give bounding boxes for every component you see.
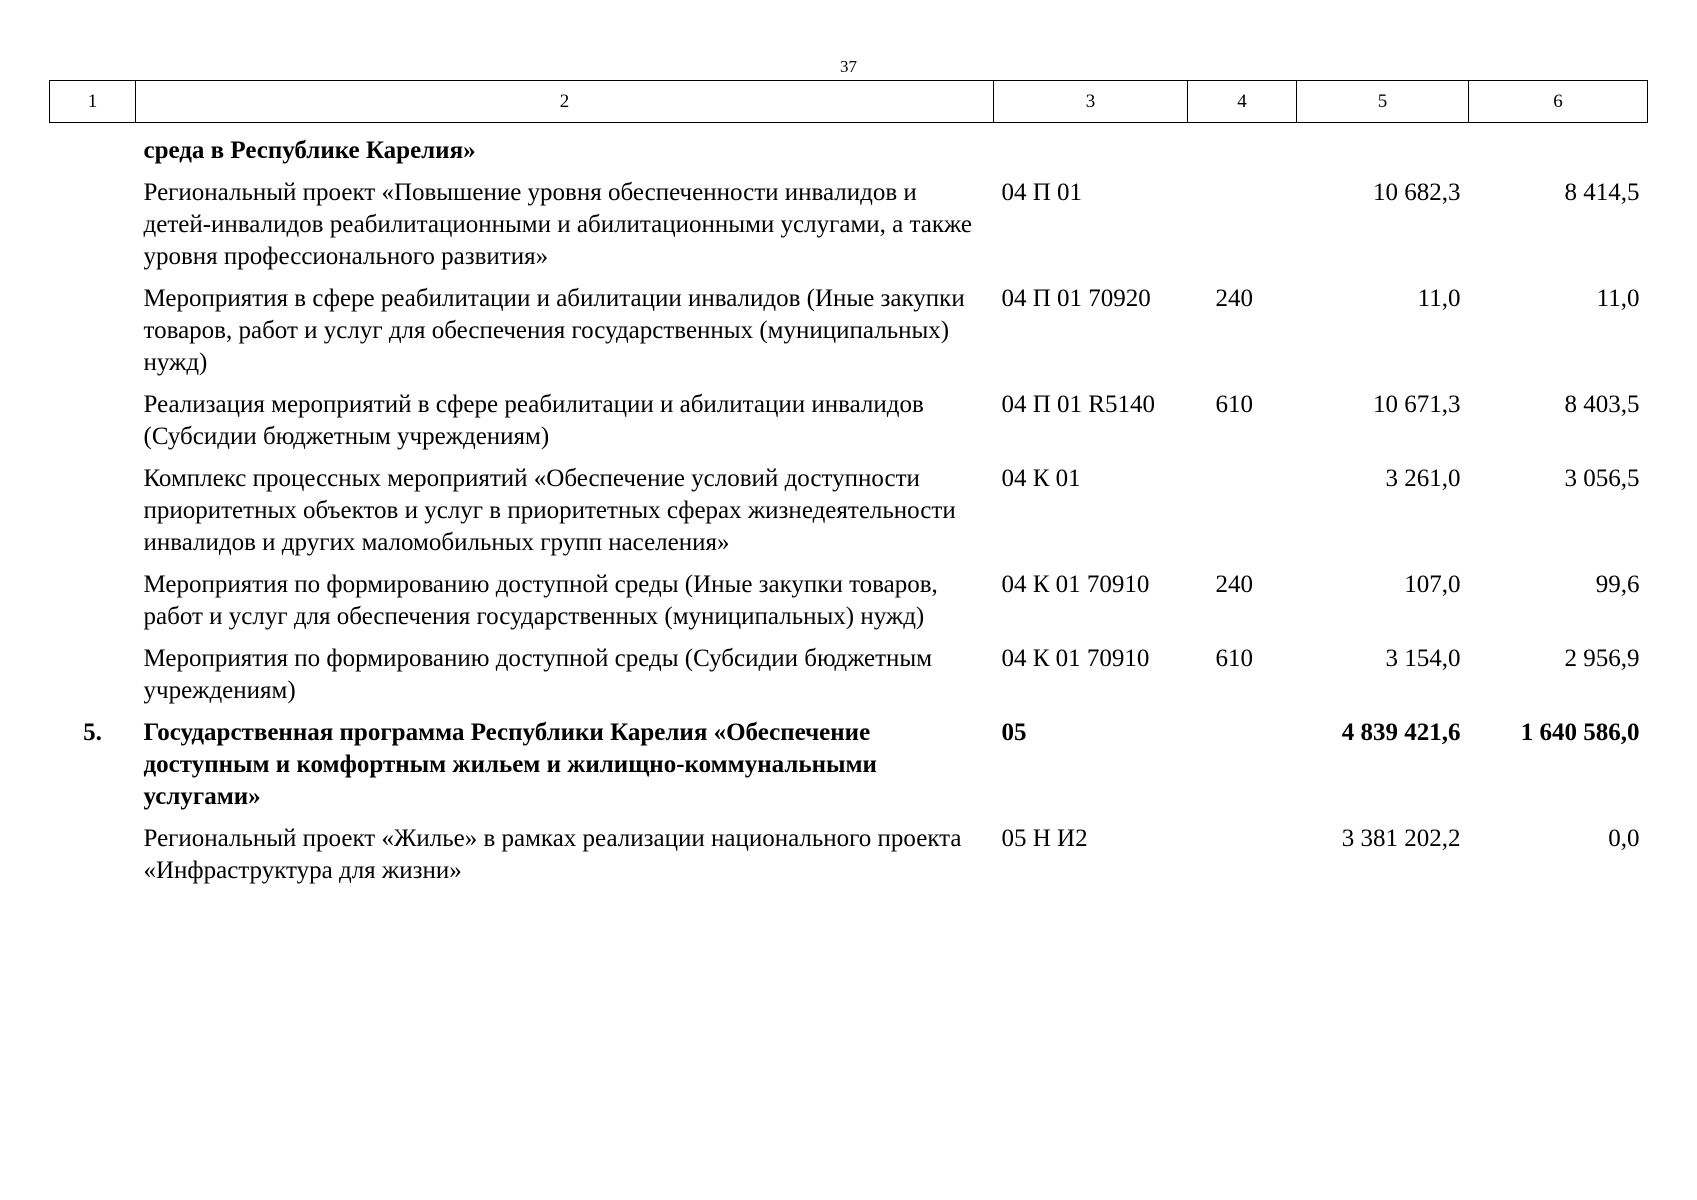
amount-column-6: 8 414,5 [1564,179,1640,206]
row-description: Реализация мероприятий в сфере реабилитации и абилитации инвалидов (Субсидии бюджетным учреждениям) [143,391,924,450]
amount-column-5: 107,0 [1404,571,1461,598]
column-header: 6 [1469,81,1648,123]
table-row [50,273,1648,379]
budget-classification-code: 05 [1001,719,1027,746]
table-row [50,707,1648,813]
table-row [50,813,1648,887]
budget-classification-code: 04 К 01 [1001,465,1081,492]
expense-type-code [1188,453,1297,559]
budget-classification-code: 04 П 01 70920 [1001,285,1151,312]
amount-column-5: 3 261,0 [1385,465,1461,492]
expense-type-code [1188,707,1297,813]
amount-column-6: 3 056,5 [1564,465,1640,492]
amount-column-5 [1297,123,1469,168]
row-description: Мероприятия по формированию доступной среды (Субсидии бюджетным учреждениям) [143,645,933,704]
expense-type-code: 610 [1215,391,1253,418]
table-body [50,123,1648,888]
amount-column-6: 8 403,5 [1564,391,1640,418]
amount-column-5: 4 839 421,6 [1341,719,1461,746]
table-row [50,633,1648,707]
amount-column-6: 1 640 586,0 [1520,719,1640,746]
row-number [50,273,136,379]
row-number [50,167,136,273]
row-description: среда в Республике Карелия» [143,137,476,164]
budget-classification-code [994,123,1188,168]
table-row [50,123,1648,168]
amount-column-6 [1469,123,1648,168]
amount-column-6: 99,6 [1595,571,1640,598]
row-number [50,813,136,887]
table-row [50,167,1648,273]
row-number [50,379,136,453]
amount-column-5: 10 671,3 [1373,391,1461,418]
amount-column-6: 11,0 [1596,285,1640,312]
row-number [50,559,136,633]
amount-column-5: 3 381 202,2 [1341,825,1461,852]
row-description: Государственная программа Республики Карелия «Обеспечение доступным и комфортным жильем и жилищно-коммунальными услугами» [143,719,877,810]
table-row [50,379,1648,453]
table-row [50,559,1648,633]
column-header: 3 [994,81,1188,123]
row-number: 5. [83,719,102,746]
expense-type-code: 240 [1215,285,1253,312]
budget-classification-code: 05 Н И2 [1001,825,1088,852]
budget-classification-code: 04 К 01 70910 [1001,571,1150,598]
expense-type-code: 610 [1215,645,1253,672]
row-description: Мероприятия по формированию доступной среды (Иные закупки товаров, работ и услуг для обеспечения государственных (муниципальных) нужд) [143,571,938,630]
row-number [50,453,136,559]
column-header: 4 [1188,81,1297,123]
amount-column-5: 10 682,3 [1373,179,1461,206]
budget-table [49,80,1648,887]
column-header: 2 [136,81,994,123]
column-header: 5 [1297,81,1469,123]
row-number [50,633,136,707]
row-number [50,123,136,168]
table-row [50,453,1648,559]
row-description: Региональный проект «Повышение уровня обеспеченности инвалидов и детей-инвалидов реабилитационными и абилитационными услугами, а также уровня профессионального развития» [143,179,973,270]
amount-column-5: 3 154,0 [1385,645,1461,672]
column-header: 1 [50,81,136,123]
page-number: 37 [840,57,857,76]
amount-column-6: 2 956,9 [1564,645,1640,672]
row-description: Мероприятия в сфере реабилитации и абилитации инвалидов (Иные закупки товаров, работ и услуг для обеспечения государственных (муниципальных) нужд) [143,285,965,376]
amount-column-6: 0,0 [1608,825,1640,852]
expense-type-code [1188,123,1297,168]
expense-type-code: 240 [1215,571,1253,598]
row-description: Региональный проект «Жилье» в рамках реализации национального проекта «Инфраструктура для жизни» [143,825,962,884]
budget-classification-code: 04 П 01 R5140 [1001,391,1155,418]
row-description: Комплекс процессных мероприятий «Обеспечение условий доступности приоритетных объектов и услуг в приоритетных сферах жизнедеятельности инвалидов и других маломобильных групп населения» [143,465,956,556]
amount-column-5: 11,0 [1417,285,1461,312]
budget-classification-code: 04 К 01 70910 [1001,645,1150,672]
column-number-header-row [50,81,1648,123]
budget-classification-code: 04 П 01 [1001,179,1083,206]
expense-type-code [1188,813,1297,887]
expense-type-code [1188,167,1297,273]
